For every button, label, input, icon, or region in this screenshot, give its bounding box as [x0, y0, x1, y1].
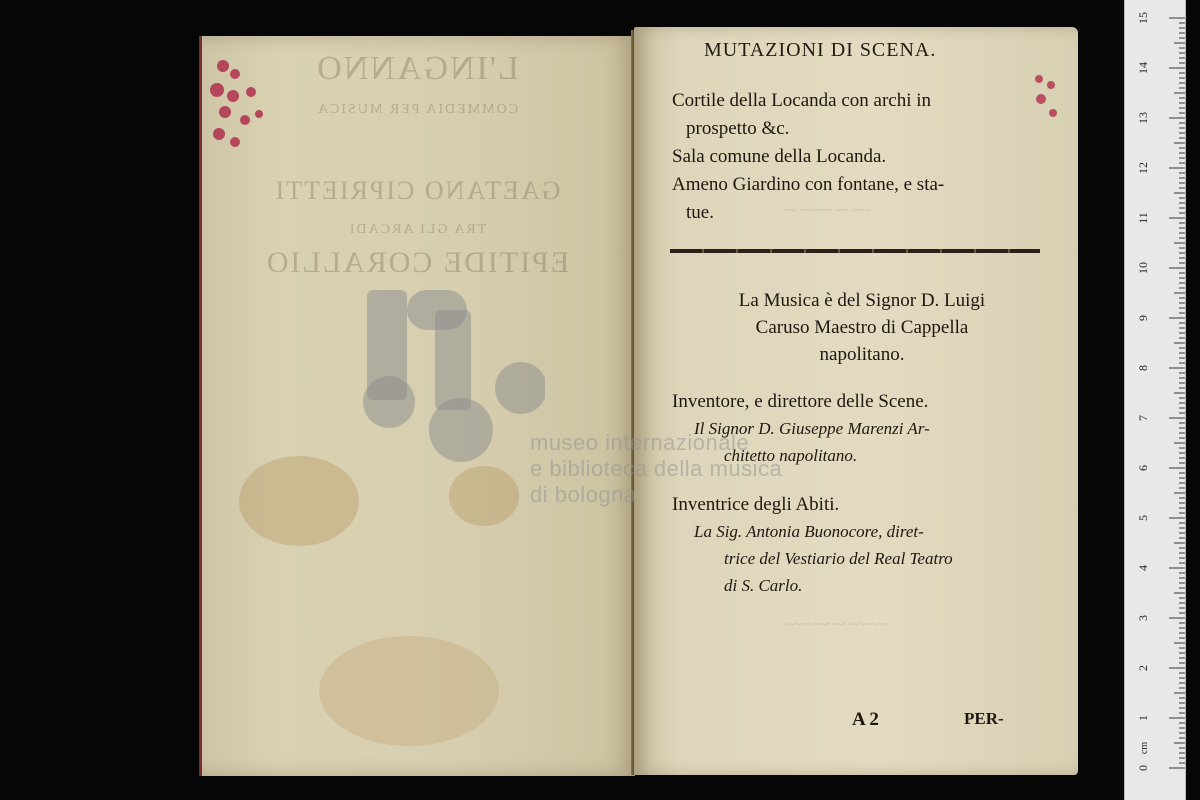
left-page — [199, 36, 635, 776]
bleed-through-text: ~~~ ~~ ~~~~~ ~~ — [784, 203, 871, 217]
bleed-through-text: GAETANO CIPRIETTI — [273, 176, 561, 205]
scene-line: Ameno Giardino con fontane, e sta- — [672, 174, 945, 195]
ruler-label: 0 — [1136, 765, 1150, 771]
music-credit-line: napolitano. — [819, 344, 905, 365]
bleed-through-text: ~~~~~~ ~~ ~~~~~~~ — [784, 617, 888, 631]
ruler-label: 15 — [1136, 12, 1150, 24]
inventor-heading: Inventore, e direttore delle Scene. — [672, 391, 929, 412]
costume-heading: Inventrice degli Abiti. — [672, 494, 840, 515]
bleed-through-text: COMMEDIA PER MUSICA — [315, 102, 519, 117]
bleed-through-text: TRA GLI ARCADI — [347, 222, 487, 237]
costume-line: La Sig. Antonia Buonocore, diret- — [694, 522, 924, 541]
foxing-stain — [449, 466, 519, 526]
signature-mark: A 2 — [852, 709, 879, 730]
ruler-label: 2 — [1136, 665, 1150, 671]
section-divider — [670, 249, 1040, 253]
inventor-line: Il Signor D. Giuseppe Marenzi Ar- — [694, 419, 930, 438]
ruler-label: 1 — [1136, 715, 1150, 721]
watermark-text: e biblioteca della musica — [530, 456, 783, 481]
watermark-text: museo internazionale — [530, 430, 750, 455]
page-title: MUTAZIONI DI SCENA. — [704, 39, 937, 61]
catchword: PER- — [964, 709, 1004, 728]
ruler-label: 13 — [1136, 112, 1150, 124]
library-stamp — [205, 54, 271, 150]
foxing-stain — [319, 636, 499, 746]
music-credit-line: La Musica è del Signor D. Luigi — [738, 290, 986, 311]
library-stamp — [1027, 69, 1067, 129]
ruler-label: 12 — [1136, 162, 1150, 174]
costume-line: trice del Vestiario del Real Teatro — [724, 549, 953, 568]
right-page — [634, 27, 1078, 775]
foxing-stain — [239, 456, 359, 546]
ruler-scale — [1125, 0, 1185, 800]
credits-section — [672, 287, 1052, 599]
costume-line: di S. Carlo. — [724, 576, 803, 595]
ruler-label: 3 — [1136, 615, 1150, 621]
ruler-label: 5 — [1136, 515, 1150, 521]
ruler-label: 9 — [1136, 315, 1150, 321]
ruler-label: 14 — [1136, 62, 1150, 74]
ruler-unit: cm — [1139, 741, 1150, 755]
scene-line: tue. — [686, 202, 714, 223]
ruler-label: 4 — [1136, 565, 1150, 571]
ruler-label: 8 — [1136, 365, 1150, 371]
music-credit-line: Caruso Maestro di Cappella — [755, 317, 969, 338]
scene-list — [672, 87, 1052, 227]
scene-line: Cortile della Locanda con archi in — [672, 90, 932, 111]
inventor-line: chitetto napolitano. — [724, 446, 858, 465]
ruler-label: 11 — [1136, 212, 1150, 224]
watermark-text: di bologna — [530, 482, 637, 507]
measurement-ruler — [1124, 0, 1186, 800]
scene-line: prospetto &c. — [686, 118, 790, 139]
page-footer — [634, 709, 1078, 739]
bleed-through-text: EPITIDE CORALLIO — [264, 246, 570, 279]
bleed-through-text: L'INGANNO — [315, 50, 519, 87]
ruler-label: 6 — [1136, 465, 1150, 471]
ruler-label: 7 — [1136, 415, 1150, 421]
ruler-label: 10 — [1136, 262, 1150, 274]
scene-line: Sala comune della Locanda. — [672, 146, 887, 167]
